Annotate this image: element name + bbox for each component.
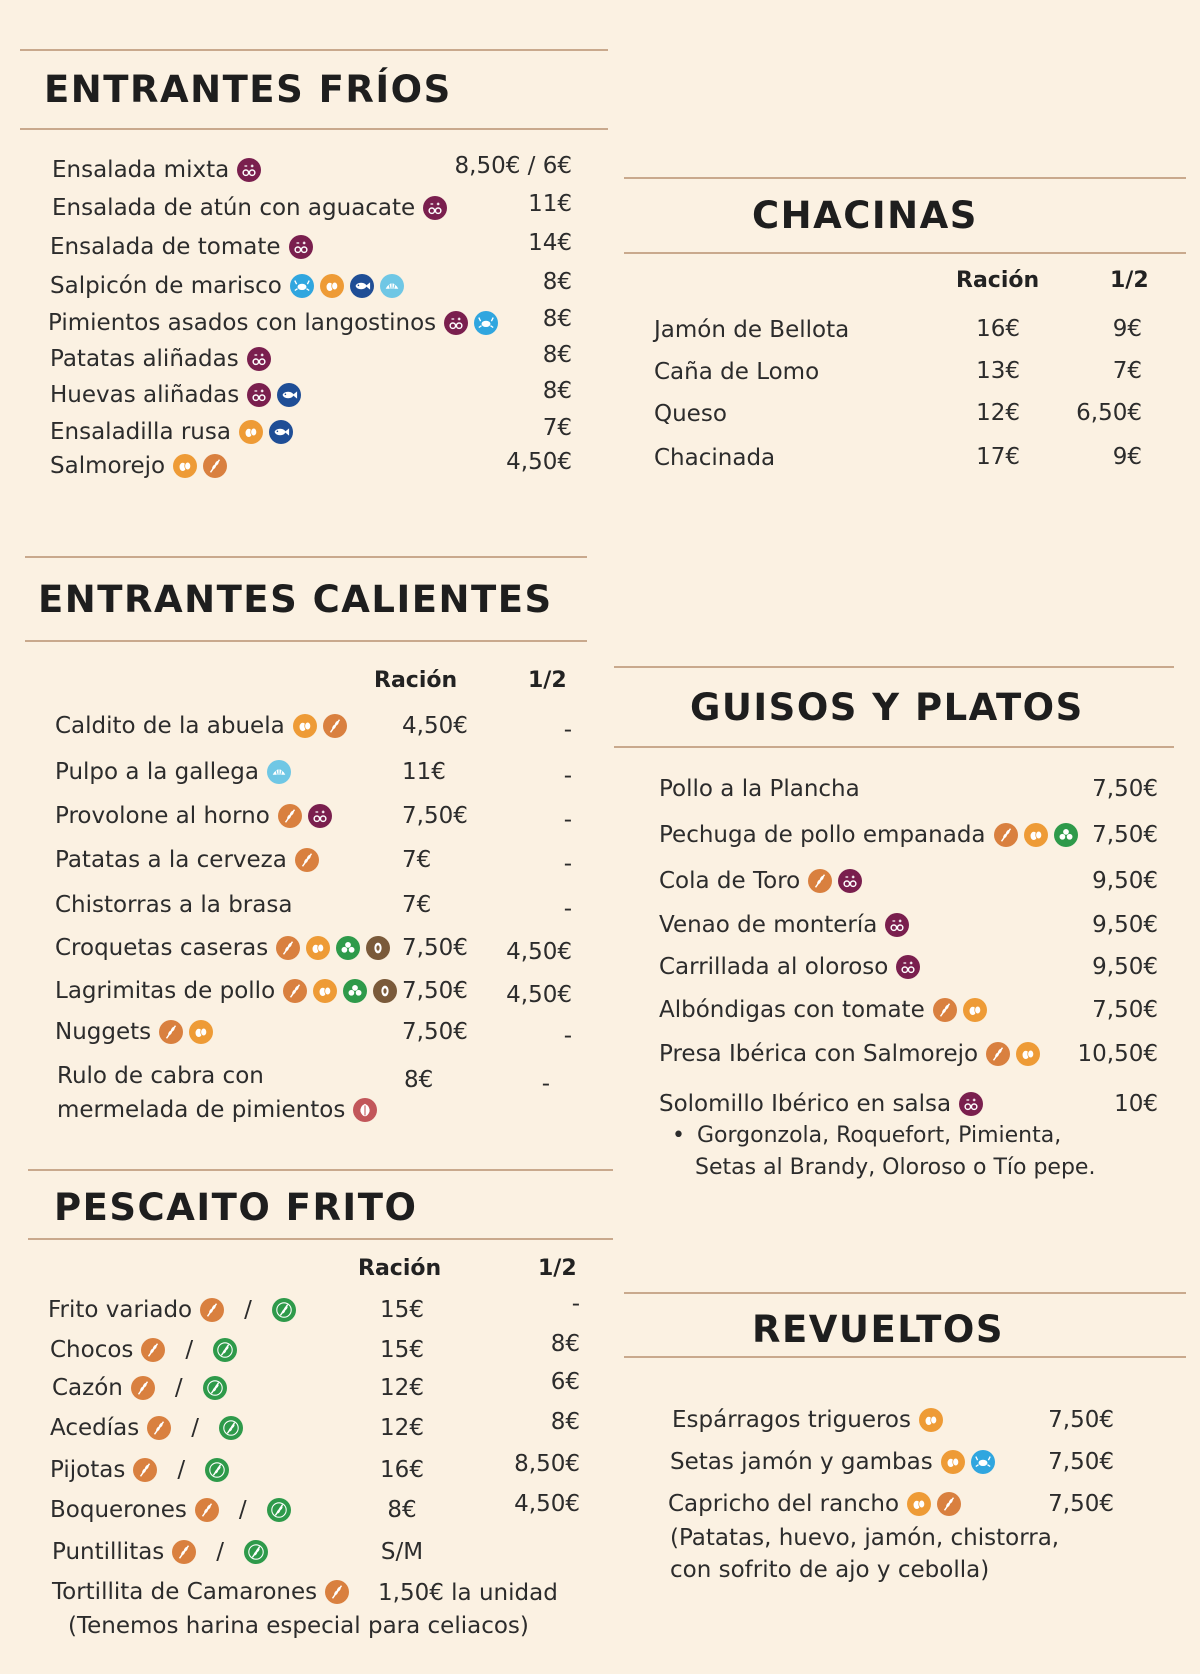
gluten-free-icon xyxy=(219,1416,243,1440)
menu-item-price-racion: 12€ xyxy=(380,1375,424,1401)
gluten-icon xyxy=(323,714,347,738)
menu-item-price-half: 8€ xyxy=(550,1409,580,1435)
soy-icon xyxy=(373,979,397,1003)
gluten-free-separator: / xyxy=(238,1497,247,1523)
menu-item-name xyxy=(50,381,301,409)
menu-item-price-half: 8€ xyxy=(550,1331,580,1357)
section-title-entrantes-frios: ENTRANTES FRÍOS xyxy=(44,68,452,111)
menu-item-price-half: - xyxy=(563,717,572,743)
gluten-icon xyxy=(937,1492,961,1516)
menu-item-label: Ensalada de atún con aguacate xyxy=(52,195,416,221)
crustacean-icon xyxy=(290,274,314,298)
allergen-icons xyxy=(173,454,227,478)
menu-item-name xyxy=(55,977,397,1005)
allergen-icons xyxy=(885,913,909,937)
menu-item-price-racion: S/M xyxy=(380,1539,424,1565)
menu-item-label: Carrillada al oloroso xyxy=(659,954,889,980)
menu-item-price: 1,50€ la unidad xyxy=(378,1580,558,1606)
allergen-icons xyxy=(289,235,313,259)
menu-item-label: Chocos xyxy=(50,1337,134,1363)
mollusc-icon xyxy=(380,274,404,298)
menu-item-price-half: 7€ xyxy=(1112,358,1142,384)
allergen-icons xyxy=(247,383,301,407)
crustacean-icon xyxy=(474,311,498,335)
menu-item-name xyxy=(50,345,271,373)
menu-item-label: Ensalada de tomate xyxy=(50,234,281,260)
menu-item-name xyxy=(50,1456,229,1484)
menu-item-label: Boquerones xyxy=(50,1497,187,1523)
section-title-chacinas: CHACINAS xyxy=(752,194,978,237)
gluten-icon xyxy=(994,823,1018,847)
menu-item-label: Puntillitas xyxy=(52,1539,165,1565)
fish-icon xyxy=(350,274,374,298)
menu-item-price-half: 8,50€ xyxy=(514,1451,580,1477)
menu-item-price: 9,50€ xyxy=(1092,868,1158,894)
menu-item-price-half: 9€ xyxy=(1112,444,1142,470)
menu-item-price-half: 6€ xyxy=(550,1369,580,1395)
menu-item-label: Salpicón de marisco xyxy=(50,273,282,299)
gluten-free-separator: / xyxy=(185,1337,194,1363)
section-title-revueltos: REVUELTOS xyxy=(752,1308,1005,1351)
menu-item-label: Ensaladilla rusa xyxy=(50,419,231,445)
gluten-icon xyxy=(200,1298,224,1322)
menu-item-name xyxy=(50,272,404,300)
section-title-pescaito: PESCAITO FRITO xyxy=(54,1186,418,1229)
gluten-icon xyxy=(278,804,302,828)
gluten-icon xyxy=(203,454,227,478)
menu-item-price: 10€ xyxy=(1114,1091,1158,1117)
menu-item-price: 8€ xyxy=(542,306,572,332)
menu-item-name xyxy=(55,802,332,830)
egg-icon xyxy=(907,1492,931,1516)
section-rule xyxy=(28,1169,613,1171)
menu-item-price-racion: 11€ xyxy=(402,759,446,785)
capricho-description-line1: (Patatas, huevo, jamón, chistorra, xyxy=(670,1525,1060,1551)
section-title-entrantes-calientes: ENTRANTES CALIENTES xyxy=(38,578,553,621)
sulfite-icon xyxy=(247,383,271,407)
allergen-icons xyxy=(172,1538,268,1566)
menu-item-price: 9,50€ xyxy=(1092,912,1158,938)
menu-item-name: Chacinada xyxy=(654,445,776,471)
menu-item-name xyxy=(57,1096,377,1124)
menu-item-name: Rulo de cabra con xyxy=(57,1063,264,1089)
menu-item-label: Huevas aliñadas xyxy=(50,382,240,408)
gluten-free-icon xyxy=(272,1298,296,1322)
gluten-free-icon xyxy=(205,1458,229,1482)
menu-item-price-racion: 13€ xyxy=(976,358,1020,384)
menu-item-price-racion: 15€ xyxy=(380,1297,424,1323)
menu-item-label: Patatas a la cerveza xyxy=(55,847,287,873)
menu-item-name xyxy=(50,452,227,480)
menu-item-price-racion: 16€ xyxy=(976,316,1020,342)
menu-item-price: 7,50€ xyxy=(1048,1407,1114,1433)
gluten-free-icon xyxy=(244,1540,268,1564)
menu-item-label: Cola de Toro xyxy=(659,868,801,894)
sulfite-icon xyxy=(444,311,468,335)
menu-item-price-half: - xyxy=(563,807,572,833)
menu-item-label: Pijotas xyxy=(50,1457,126,1483)
menu-item-name xyxy=(659,821,1078,849)
egg-icon xyxy=(293,714,317,738)
sauce-options-line1 xyxy=(672,1120,1061,1152)
menu-item-label: Chistorras a la brasa xyxy=(55,892,293,918)
sulfite-icon xyxy=(308,804,332,828)
gluten-free-separator: / xyxy=(177,1457,186,1483)
gluten-free-separator: / xyxy=(174,1375,183,1401)
egg-icon xyxy=(189,1020,213,1044)
egg-icon xyxy=(239,420,263,444)
menu-item-price-racion: 7,50€ xyxy=(402,1019,468,1045)
menu-item-label: Pimientos asados con langostinos xyxy=(48,310,437,336)
gluten-icon xyxy=(147,1416,171,1440)
section-rule xyxy=(624,177,1186,179)
menu-item-price-racion: 12€ xyxy=(380,1415,424,1441)
crustacean-icon xyxy=(971,1450,995,1474)
gluten-free-separator: / xyxy=(244,1297,252,1323)
gluten-icon xyxy=(986,1042,1010,1066)
egg-icon xyxy=(919,1408,943,1432)
gluten-icon xyxy=(808,869,832,893)
menu-item-label: Pechuga de pollo empanada xyxy=(659,822,986,848)
allergen-icons xyxy=(141,1336,237,1364)
menu-item-price: 10,50€ xyxy=(1077,1041,1158,1067)
allergen-icons xyxy=(283,979,397,1003)
menu-item-name xyxy=(52,194,447,222)
sulfite-icon xyxy=(289,235,313,259)
dairy-icon xyxy=(336,936,360,960)
menu-item-price-racion: 16€ xyxy=(380,1457,424,1483)
gluten-icon xyxy=(295,848,319,872)
allergen-icons xyxy=(295,848,319,872)
menu-item-name xyxy=(55,934,390,962)
menu-item-price: 7,50€ xyxy=(1092,997,1158,1023)
menu-item-price-racion: 15€ xyxy=(380,1337,424,1363)
allergen-icons xyxy=(933,998,987,1022)
menu-item-label: Pulpo a la gallega xyxy=(55,759,259,785)
allergen-icons xyxy=(293,714,347,738)
gluten-icon xyxy=(276,936,300,960)
menu-item-name: Queso xyxy=(654,401,727,427)
menu-item-name xyxy=(52,156,261,184)
menu-item-label: Provolone al horno xyxy=(55,803,270,829)
menu-item-name xyxy=(52,1374,227,1402)
column-header-racion: Ración xyxy=(374,668,458,693)
gluten-icon xyxy=(195,1498,219,1522)
bullet-dot: • xyxy=(672,1123,685,1148)
menu-item-price-racion: 7,50€ xyxy=(402,978,468,1004)
section-rule xyxy=(28,1238,613,1240)
menu-item-label: Patatas aliñadas xyxy=(50,346,239,372)
allergen-icons xyxy=(994,823,1078,847)
menu-item-name: Jamón de Bellota xyxy=(654,317,850,343)
allergen-icons xyxy=(959,1092,983,1116)
egg-icon xyxy=(313,979,337,1003)
allergen-icons xyxy=(941,1450,995,1474)
menu-item-price-half: - xyxy=(541,1071,550,1097)
dairy-icon xyxy=(1054,823,1078,847)
menu-item-label: Venao de montería xyxy=(659,912,878,938)
menu-item-label: Lagrimitas de pollo xyxy=(55,978,276,1004)
menu-item-name xyxy=(52,1578,349,1606)
egg-icon xyxy=(173,454,197,478)
egg-icon xyxy=(941,1450,965,1474)
menu-item-price-half: - xyxy=(563,763,572,789)
menu-item-name: Caña de Lomo xyxy=(654,359,820,385)
menu-item-name xyxy=(670,1448,995,1476)
gluten-icon xyxy=(325,1580,349,1604)
menu-item-name xyxy=(50,1336,237,1364)
dairy-icon xyxy=(343,979,367,1003)
allergen-icons xyxy=(159,1020,213,1044)
menu-item-name xyxy=(659,867,862,895)
menu-item-label: Setas jamón y gambas xyxy=(670,1449,933,1475)
menu-item-name xyxy=(659,1090,983,1118)
menu-item-name xyxy=(55,712,347,740)
soy-icon xyxy=(366,936,390,960)
menu-item-name xyxy=(668,1490,961,1518)
menu-item-label: mermelada de pimientos xyxy=(57,1097,346,1123)
menu-item-label: Frito variado xyxy=(48,1297,193,1323)
allergen-icons xyxy=(195,1496,291,1524)
menu-item-price-racion: 8€ xyxy=(387,1497,417,1523)
menu-item-price: 8,50€ / 6€ xyxy=(454,153,572,179)
menu-item-label: Cazón xyxy=(52,1375,123,1401)
sulfite-icon xyxy=(423,196,447,220)
menu-item-label: Espárragos trigueros xyxy=(672,1407,911,1433)
menu-item-price-racion: 4,50€ xyxy=(402,713,468,739)
menu-item-price: 11€ xyxy=(528,191,572,217)
menu-item-name xyxy=(50,418,293,446)
section-rule xyxy=(614,666,1174,668)
allergen-icons xyxy=(267,760,291,784)
menu-item-price-half: - xyxy=(563,1023,572,1049)
allergen-icons xyxy=(147,1414,243,1442)
menu-item-price-half: 4,50€ xyxy=(514,1491,580,1517)
menu-item-price: 4,50€ xyxy=(506,449,572,475)
menu-item-name xyxy=(659,775,860,803)
menu-item-name xyxy=(50,1496,291,1524)
sauce-options-line2: Setas al Brandy, Oloroso o Tío pepe. xyxy=(695,1155,1096,1180)
allergen-icons xyxy=(237,158,261,182)
capricho-description-line2: con sofrito de ajo y cebolla) xyxy=(670,1557,990,1583)
allergen-icons xyxy=(200,1296,296,1324)
menu-item-price-half: 9€ xyxy=(1112,316,1142,342)
sulfite-icon xyxy=(838,869,862,893)
menu-item-price: 7€ xyxy=(542,415,572,441)
menu-item-price-racion: 7€ xyxy=(402,847,432,873)
section-rule xyxy=(614,746,1174,748)
menu-item-price: 8€ xyxy=(542,378,572,404)
menu-item-price-racion: 7,50€ xyxy=(402,935,468,961)
menu-item-name xyxy=(55,1018,213,1046)
gluten-icon xyxy=(283,979,307,1003)
gluten-free-icon xyxy=(203,1376,227,1400)
sulfite-icon xyxy=(896,955,920,979)
allergen-icons xyxy=(239,420,293,444)
fish-icon xyxy=(269,420,293,444)
menu-item-price: 14€ xyxy=(528,230,572,256)
mollusc-icon xyxy=(267,760,291,784)
menu-item-label: Capricho del rancho xyxy=(668,1491,900,1517)
allergen-icons xyxy=(907,1492,961,1516)
allergen-icons xyxy=(131,1374,227,1402)
menu-item-price-racion: 7,50€ xyxy=(402,803,468,829)
menu-item-name xyxy=(55,758,291,786)
menu-item-price-racion: 12€ xyxy=(976,400,1020,426)
menu-item-label: Presa Ibérica con Salmorejo xyxy=(659,1041,979,1067)
menu-item-price-half: - xyxy=(563,851,572,877)
sulfite-icon xyxy=(959,1092,983,1116)
menu-item-label: Pollo a la Plancha xyxy=(659,776,860,802)
celiac-note: (Tenemos harina especial para celiacos) xyxy=(68,1613,529,1639)
section-rule xyxy=(20,49,608,51)
menu-item-name xyxy=(52,1538,268,1566)
menu-item-label: Nuggets xyxy=(55,1019,152,1045)
menu-item-name xyxy=(659,953,920,981)
gluten-free-icon xyxy=(267,1498,291,1522)
menu-item-name xyxy=(48,1296,296,1324)
gluten-icon xyxy=(131,1376,155,1400)
section-rule xyxy=(25,640,587,642)
menu-item-label: Salmorejo xyxy=(50,453,166,479)
menu-item-label: Acedías xyxy=(50,1415,140,1441)
section-rule xyxy=(624,1292,1186,1294)
menu-item-label: Albóndigas con tomate xyxy=(659,997,925,1023)
gluten-icon xyxy=(159,1020,183,1044)
menu-item-price: 8€ xyxy=(542,342,572,368)
column-header-half: 1/2 xyxy=(1110,268,1149,293)
menu-item-name xyxy=(659,996,987,1024)
menu-item-name xyxy=(48,309,498,337)
menu-item-price: 7,50€ xyxy=(1092,776,1158,802)
menu-item-price: 7,50€ xyxy=(1048,1449,1114,1475)
gluten-icon xyxy=(141,1338,165,1362)
egg-icon xyxy=(1016,1042,1040,1066)
menu-item-label: Ensalada mixta xyxy=(52,157,230,183)
allergen-icons xyxy=(423,196,447,220)
allergen-icons xyxy=(444,311,498,335)
menu-item-price-half: - xyxy=(571,1291,580,1317)
allergen-icons xyxy=(808,869,862,893)
column-header-half: 1/2 xyxy=(528,668,567,693)
gluten-icon xyxy=(133,1458,157,1482)
allergen-icons xyxy=(290,274,404,298)
column-header-racion: Ración xyxy=(956,268,1040,293)
section-rule xyxy=(624,252,1186,254)
menu-item-name xyxy=(55,891,292,919)
menu-item-label: Croquetas caseras xyxy=(55,935,269,961)
allergen-icons xyxy=(919,1408,943,1432)
menu-item-name xyxy=(50,1414,243,1442)
allergen-icons xyxy=(353,1098,377,1122)
section-rule xyxy=(20,128,608,130)
gluten-free-icon xyxy=(213,1338,237,1362)
menu-item-name xyxy=(659,1040,1040,1068)
menu-item-price-racion: 8€ xyxy=(404,1067,434,1093)
gluten-icon xyxy=(933,998,957,1022)
section-rule xyxy=(25,556,587,558)
menu-item-price: 7,50€ xyxy=(1092,822,1158,848)
menu-item-label: Tortillita de Camarones xyxy=(52,1579,318,1605)
menu-item-name xyxy=(50,233,313,261)
sulfite-icon xyxy=(247,347,271,371)
menu-item-name xyxy=(55,846,319,874)
section-rule xyxy=(624,1356,1186,1358)
menu-item-price: 8€ xyxy=(542,269,572,295)
menu-item-price-half: 4,50€ xyxy=(506,982,572,1008)
column-header-half: 1/2 xyxy=(538,1256,577,1281)
menu-item-price-racion: 7€ xyxy=(402,892,432,918)
sulfite-icon xyxy=(237,158,261,182)
egg-icon xyxy=(306,936,330,960)
menu-item-label: Solomillo Ibérico en salsa xyxy=(659,1091,952,1117)
allergen-icons xyxy=(896,955,920,979)
egg-icon xyxy=(1024,823,1048,847)
sulfite-icon xyxy=(885,913,909,937)
gluten-free-separator: / xyxy=(216,1539,225,1565)
allergen-icons xyxy=(276,936,390,960)
allergen-icons xyxy=(325,1580,349,1604)
sauce-options-text: Gorgonzola, Roquefort, Pimienta, xyxy=(696,1123,1062,1148)
allergen-icons xyxy=(278,804,332,828)
allergen-icons xyxy=(133,1456,229,1484)
menu-item-price: 7,50€ xyxy=(1048,1491,1114,1517)
fish-icon xyxy=(277,383,301,407)
menu-item-name xyxy=(659,911,909,939)
menu-item-name xyxy=(672,1406,943,1434)
menu-item-price-half: 4,50€ xyxy=(506,939,572,965)
egg-icon xyxy=(963,998,987,1022)
menu-item-label: Caldito de la abuela xyxy=(55,713,285,739)
nuts-icon xyxy=(353,1098,377,1122)
menu-item-price-half: - xyxy=(563,896,572,922)
menu-item-price-racion: 17€ xyxy=(976,444,1020,470)
gluten-free-separator: / xyxy=(191,1415,199,1441)
column-header-racion: Ración xyxy=(358,1256,442,1281)
menu-item-price-half: 6,50€ xyxy=(1076,400,1142,426)
allergen-icons xyxy=(247,347,271,371)
section-title-guisos: GUISOS Y PLATOS xyxy=(690,686,1084,729)
egg-icon xyxy=(320,274,344,298)
gluten-icon xyxy=(172,1540,196,1564)
allergen-icons xyxy=(986,1042,1040,1066)
menu-item-price: 9,50€ xyxy=(1092,954,1158,980)
